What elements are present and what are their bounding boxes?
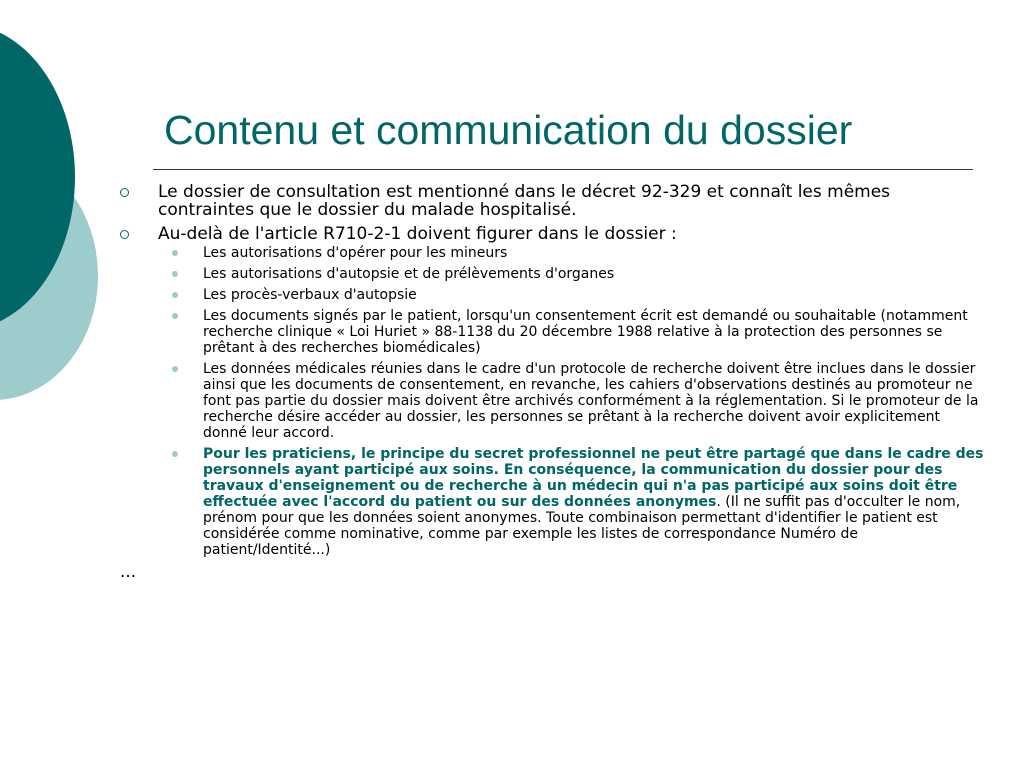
list-item-secret-professionnel xyxy=(118,446,988,558)
dot-bullet-icon xyxy=(172,366,178,372)
list-item xyxy=(118,361,988,441)
list-item xyxy=(118,245,988,261)
dot-bullet-icon xyxy=(172,271,178,277)
dot-bullet-icon xyxy=(172,250,178,256)
list-item xyxy=(118,308,988,356)
hollow-circle-bullet-icon xyxy=(120,188,129,197)
bullet-decret xyxy=(118,183,988,219)
slide-content xyxy=(118,183,988,581)
list-item xyxy=(118,287,988,303)
bullet-article xyxy=(118,225,988,243)
emphasized-text: Pour les praticiens, le principe du secret professionnel ne peut être partagé que dans le cadre des personnels ayant participé aux soins. En conséquence, la communication du dossier pour des travaux d'enseignement ou de recherche à un médecin qui n'a pas participé aux soins doit être effectuée avec l'accord du patient ou sur des données anonymes xyxy=(203,446,984,510)
dot-bullet-icon xyxy=(172,313,178,319)
bullet-decret-text: Le dossier de consultation est mentionné dans le décret 92-329 et connaît les mêmes contraintes que le dossier du malade hospitalisé. xyxy=(158,182,891,220)
list-item-text: Les données médicales réunies dans le cadre d'un protocole de recherche doivent être inclues dans le dossier ainsi que les documents de consentement, en revanche, les cahiers d'observations destinés au promoteur ne font pas partie du dossier mais doivent être archivés conformément à la réglementation. Si le promoteur de la recherche désire accéder au dossier, les personnes se prêtant à la recherche doivent avoir explicitement donné leur accord. xyxy=(203,361,979,441)
dot-bullet-icon xyxy=(172,292,178,298)
list-item-text: Les autorisations d'opérer pour les mineurs xyxy=(203,245,508,261)
title-underline xyxy=(153,169,973,170)
list-item xyxy=(118,266,988,282)
slide-title: Contenu et communication du dossier xyxy=(164,107,853,153)
article-sublist xyxy=(118,245,988,558)
list-item-text: Les procès-verbaux d'autopsie xyxy=(203,287,417,303)
hollow-circle-bullet-icon xyxy=(120,230,129,239)
list-item-text: . (Il ne suffit pas d'occulter le nom, prénom pour que les données soient anonymes. Toute combinaison permettant d'identifier le patient est considérée comme nominative, comme par exemple les listes de correspondance Numéro de patient/Identité...) xyxy=(203,494,961,558)
list-item-text: Les documents signés par le patient, lorsqu'un consentement écrit est demandé ou souhaitable (notamment recherche clinique « Loi Huriet » 88-1138 du 20 décembre 1988 relative à la protection des personnes se prêtant à des recherches biomédicales) xyxy=(203,308,968,356)
list-item-text: Les autorisations d'autopsie et de prélèvements d'organes xyxy=(203,266,615,282)
bullet-article-text: Au-delà de l'article R710-2-1 doivent figurer dans le dossier : xyxy=(158,224,677,244)
continuation-ellipsis: ... xyxy=(120,562,137,582)
dot-bullet-icon xyxy=(172,451,178,457)
